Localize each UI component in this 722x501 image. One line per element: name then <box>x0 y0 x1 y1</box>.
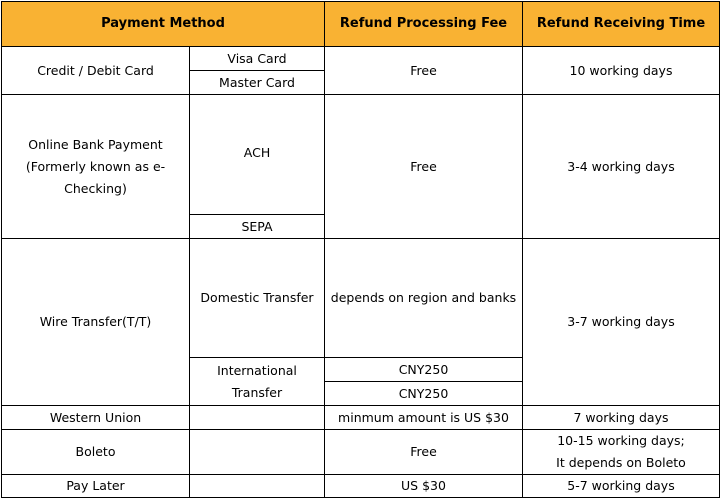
submethod-international <box>190 358 325 406</box>
submethod-boleto <box>190 430 325 475</box>
header-payment-method: Payment Method <box>2 2 325 47</box>
fee-international-2: CNY250 <box>325 382 523 406</box>
boleto-time-line2: It depends on Boleto <box>556 455 686 470</box>
fee-western-union: minmum amount is US $30 <box>325 406 523 430</box>
submethod-pay-later <box>190 475 325 498</box>
header-refund-time: Refund Receiving Time <box>523 2 720 47</box>
table-row <box>2 95 720 215</box>
submethod-sepa: SEPA <box>190 215 325 239</box>
time-boleto <box>523 430 720 475</box>
boleto-time-line1: 10-15 working days; <box>557 433 685 448</box>
table-row <box>2 430 720 475</box>
fee-online: Free <box>325 95 523 239</box>
fee-boleto: Free <box>325 430 523 475</box>
submethod-mastercard: Master Card <box>190 71 325 95</box>
fee-pay-later: US $30 <box>325 475 523 498</box>
online-bank-line1: Online Bank Payment <box>28 136 163 152</box>
time-pay-later: 5-7 working days <box>523 475 720 498</box>
method-boleto: Boleto <box>2 430 190 475</box>
submethod-western-union <box>190 406 325 430</box>
method-western-union: Western Union <box>2 406 190 430</box>
time-western-union: 7 working days <box>523 406 720 430</box>
table-row <box>2 406 720 430</box>
table-row <box>2 239 720 358</box>
international-line2: Transfer <box>231 384 283 400</box>
international-line1: International <box>217 362 297 378</box>
submethod-domestic: Domestic Transfer <box>190 239 325 358</box>
table-row <box>2 475 720 498</box>
table-row <box>2 47 720 71</box>
method-wire: Wire Transfer(T/T) <box>2 239 190 406</box>
online-bank-line3: Checking) <box>64 180 127 196</box>
time-online: 3-4 working days <box>523 95 720 239</box>
header-row <box>2 2 720 47</box>
method-credit-debit: Credit / Debit Card <box>2 47 190 95</box>
header-refund-fee: Refund Processing Fee <box>325 2 523 47</box>
online-bank-line2: (Formerly known as e- <box>25 158 166 174</box>
time-wire: 3-7 working days <box>523 239 720 406</box>
submethod-ach: ACH <box>190 95 325 215</box>
method-pay-later: Pay Later <box>2 475 190 498</box>
method-online-bank <box>2 95 190 239</box>
fee-international-1: CNY250 <box>325 358 523 382</box>
time-credit: 10 working days <box>523 47 720 95</box>
refund-table <box>1 1 720 498</box>
fee-domestic: depends on region and banks <box>325 239 523 358</box>
fee-credit: Free <box>325 47 523 95</box>
submethod-visa: Visa Card <box>190 47 325 71</box>
